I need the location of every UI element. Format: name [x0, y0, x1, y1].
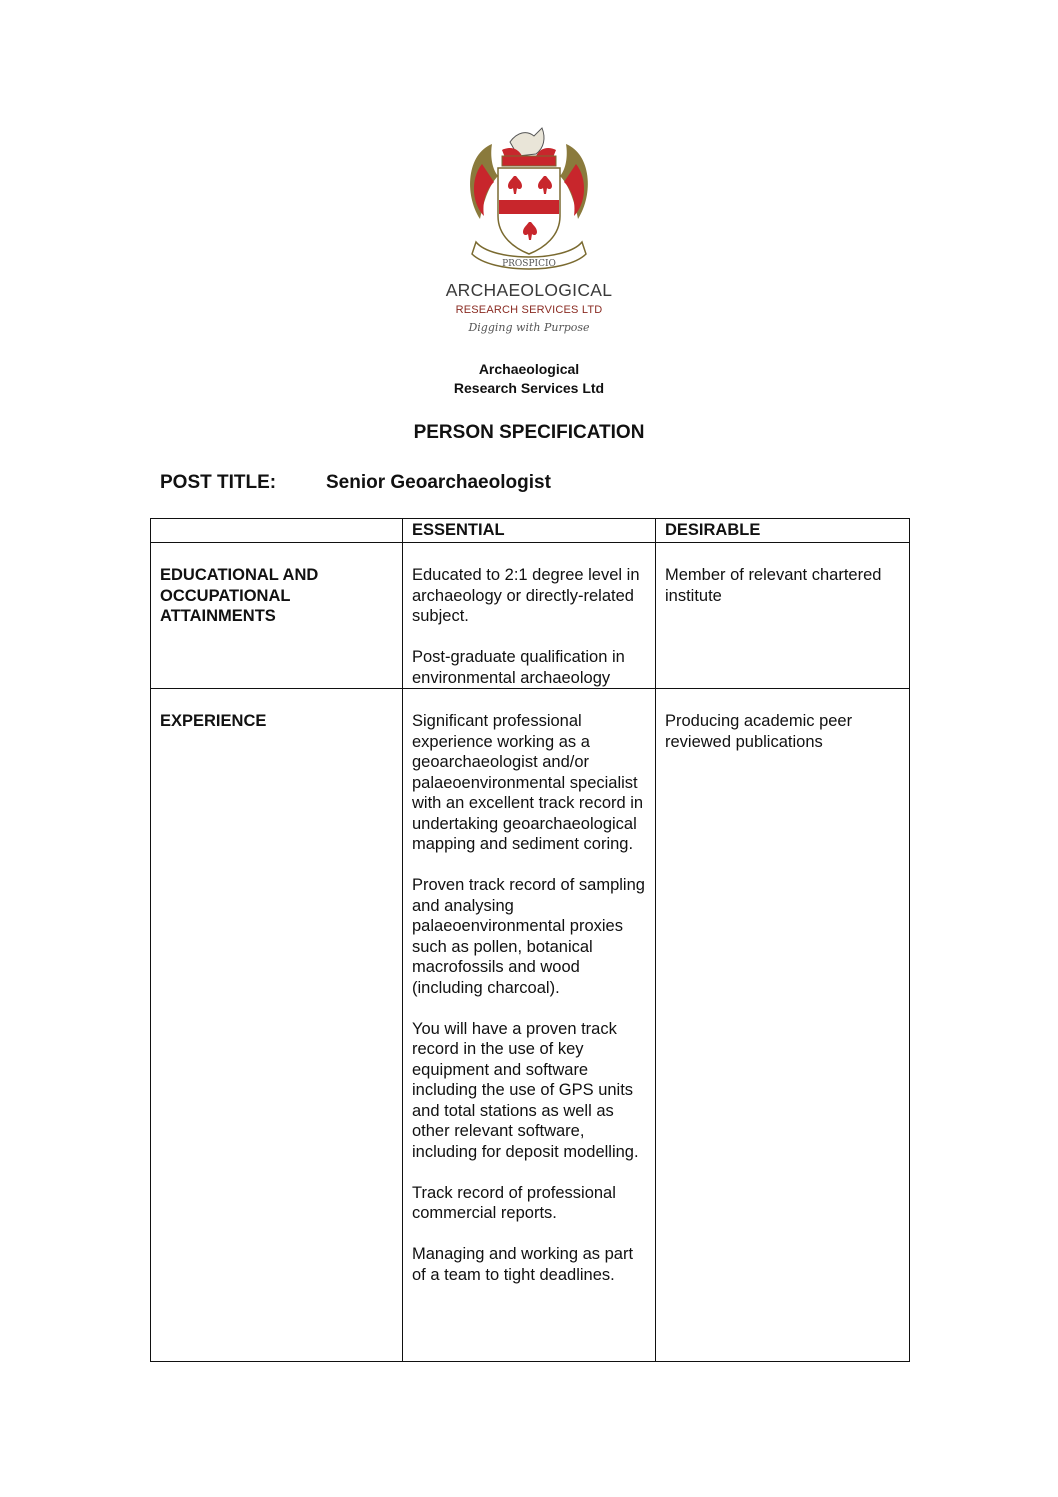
- table-header-row: [151, 519, 910, 543]
- essential-item: You will have a proven track record in the use of key equipment and software including the use of GPS units and total stations as well as other relevant software, including for deposit modelling.: [412, 1019, 639, 1161]
- coat-of-arms-icon: [462, 124, 596, 274]
- document-title: PERSON SPECIFICATION: [413, 422, 645, 443]
- essential-item: Managing and working as part of a team to tight deadlines.: [412, 1245, 634, 1284]
- essential-cell: [403, 689, 656, 1362]
- essential-item: Proven track record of sampling and analysing palaeoenvironmental proxies such as pollen, botanical macrofossils and wood (including charcoal).: [412, 876, 645, 997]
- company-name-line1: Archaeological: [478, 361, 580, 377]
- desirable-cell: [656, 543, 910, 689]
- svg-text:PROSPICIO: PROSPICIO: [502, 259, 556, 269]
- desirable-item: Producing academic peer reviewed publications: [665, 712, 853, 751]
- header-blank: [151, 519, 403, 543]
- essential-item: Track record of professional commercial reports.: [412, 1183, 616, 1222]
- category-cell: EDUCATIONAL AND OCCUPATIONAL ATTAINMENTS: [151, 543, 403, 689]
- post-title-label: POST TITLE:: [160, 472, 277, 493]
- table-row: [151, 689, 910, 1362]
- company-logo: [440, 124, 618, 344]
- essential-item: Post-graduate qualification in environmental archaeology: [412, 648, 625, 687]
- category-cell: EXPERIENCE: [151, 689, 403, 1362]
- logo-subtitle: RESEARCH SERVICES LTD: [455, 304, 603, 316]
- essential-cell: [403, 543, 656, 689]
- table-row: [151, 543, 910, 689]
- logo-tagline: Digging with Purpose: [468, 321, 590, 334]
- company-name-line2: Research Services Ltd: [453, 380, 605, 396]
- desirable-cell: [656, 689, 910, 1362]
- header-desirable: DESIRABLE: [656, 519, 910, 543]
- essential-item: Significant professional experience working as a geoarchaeologist and/or palaeoenvironmental specialist with an excellent track record in undertaking geoarchaeological mapping and sediment coring.: [412, 712, 644, 853]
- header-essential: ESSENTIAL: [403, 519, 656, 543]
- logo-wordmark: ARCHAEOLOGICAL: [445, 280, 613, 300]
- post-title-value: Senior Geoarchaeologist: [326, 472, 551, 493]
- desirable-item: Member of relevant chartered institute: [665, 566, 882, 605]
- essential-item: Educated to 2:1 degree level in archaeology or directly-related subject.: [412, 566, 640, 625]
- specification-table: [150, 518, 910, 1362]
